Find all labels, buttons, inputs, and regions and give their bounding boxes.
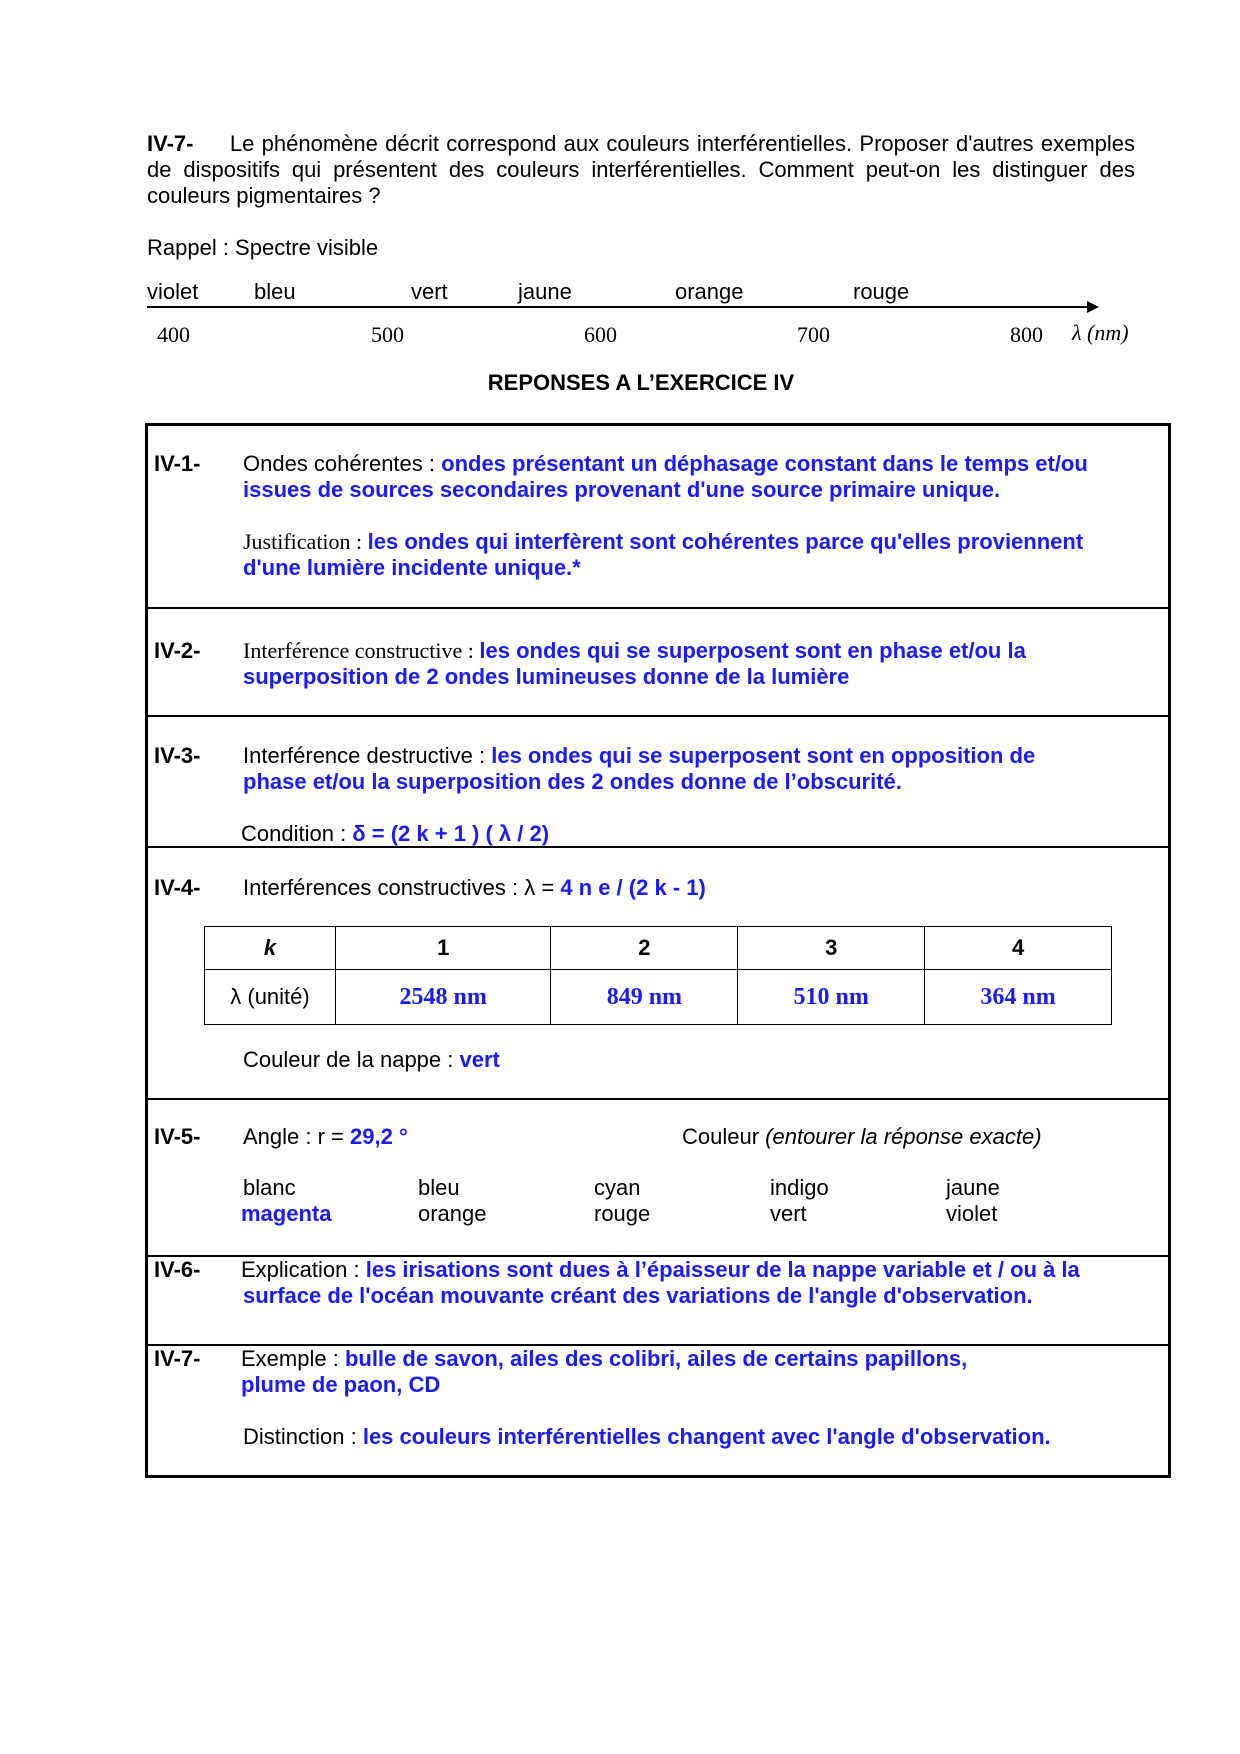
iv4-line: [243, 875, 706, 901]
section-label: IV-5-: [154, 1124, 201, 1149]
section-label: IV-6-: [154, 1257, 201, 1282]
color-option[interactable]: jaune: [946, 1175, 1000, 1200]
lambda-value: 849 nm: [551, 970, 738, 1025]
spectrum-color: violet: [147, 279, 199, 304]
k-value: 1: [336, 927, 551, 970]
divider: [145, 607, 1171, 609]
color-option[interactable]: orange: [418, 1201, 487, 1226]
color-option-selected[interactable]: magenta: [241, 1201, 332, 1226]
divider: [145, 715, 1171, 717]
couleur-hint: (entourer la réponse exacte): [765, 1124, 1042, 1149]
iv3-condition: [241, 821, 549, 847]
section-label: IV-1-: [154, 451, 201, 476]
lambda-value: 2548 nm: [336, 970, 551, 1025]
section-label: IV-3-: [154, 743, 201, 768]
condition-prefix: Condition :: [241, 821, 353, 846]
spectrum-color: orange: [675, 279, 744, 304]
spectrum-color: vert: [411, 279, 448, 304]
spectrum-tick: 700: [797, 322, 830, 347]
color-option[interactable]: bleu: [418, 1175, 460, 1200]
rappel: Rappel : Spectre visible: [147, 235, 379, 260]
iv3-answer: phase et/ou la superposition des 2 ondes donne de l’obscurité.: [243, 769, 902, 794]
spectrum-color: bleu: [254, 279, 296, 304]
question-text: [147, 131, 1135, 209]
justification-answer: les ondes qui interfèrent sont cohérentes parce qu'elles proviennent: [367, 529, 1084, 554]
color-option[interactable]: blanc: [243, 1175, 296, 1200]
iv6-line: [241, 1257, 1080, 1283]
iv2-answer: superposition de 2 ondes lumineuses donne de la lumière: [243, 664, 850, 689]
iv7-distinction: [243, 1424, 1051, 1450]
iv3-line: [243, 743, 1035, 769]
page-heading: REPONSES A L’EXERCICE IV: [487, 370, 795, 395]
color-option[interactable]: indigo: [770, 1175, 829, 1200]
iv7-answer: plume de paon, CD: [241, 1372, 441, 1397]
section-label: IV-4-: [154, 875, 201, 900]
iv3-answer: les ondes qui se superposent sont en opposition de: [491, 743, 1036, 768]
spectrum-unit: λ (nm): [1072, 320, 1129, 345]
wavelength-table: [204, 926, 1112, 1025]
k-value: 4: [925, 927, 1112, 970]
iv1-line: [243, 451, 1088, 477]
section-label: IV-7-: [154, 1346, 201, 1371]
k-value: 2: [551, 927, 738, 970]
iv5-angle: [243, 1124, 408, 1150]
spectrum-tick: 500: [371, 322, 404, 347]
distinction-prefix: Distinction :: [243, 1424, 363, 1449]
color-option[interactable]: cyan: [594, 1175, 641, 1200]
iv6-answer: surface de l'océan mouvante créant des variations de l'angle d'observation.: [243, 1283, 1033, 1308]
spectrum-axis: [147, 306, 1089, 308]
spectrum-tick: 400: [157, 322, 190, 347]
condition-formula: δ = (2 k + 1 ) ( λ / 2): [352, 821, 550, 846]
justification-answer: d'une lumière incidente unique.*: [243, 555, 581, 580]
angle-answer: 29,2 °: [350, 1124, 408, 1149]
color-prefix: Couleur de la nappe :: [243, 1047, 460, 1072]
iv7-line: [241, 1346, 967, 1372]
spectrum-tick: 600: [584, 322, 617, 347]
iv2-answer: les ondes qui se superposent sont en phase et/ou la: [479, 638, 1026, 663]
table-header-k: k: [205, 927, 336, 970]
iv6-answer: les irisations sont dues à l’épaisseur de la nappe variable et / ou à la: [365, 1257, 1080, 1282]
color-option[interactable]: vert: [770, 1201, 807, 1226]
color-option[interactable]: rouge: [594, 1201, 651, 1226]
iv5-couleur: [682, 1124, 1042, 1150]
question-body: Le phénomène décrit correspond aux couleurs interférentielles. Proposer d'autres exemples de dispositifs qui présentent des couleurs interférentielles. Comment peut-on les distinguer des couleurs pigmentaires ?: [147, 131, 1135, 208]
k-value: 3: [738, 927, 925, 970]
iv4-formula: 4 n e / (2 k - 1): [560, 875, 706, 900]
section-label: IV-2-: [154, 638, 201, 663]
lambda-value: 510 nm: [738, 970, 925, 1025]
color-option[interactable]: violet: [946, 1201, 998, 1226]
spectrum-color: rouge: [853, 279, 910, 304]
color-answer: vert: [459, 1047, 500, 1072]
spectrum-color: jaune: [518, 279, 572, 304]
iv1-answer: ondes présentant un déphasage constant dans le temps et/ou: [441, 451, 1088, 476]
iv2-prefix: Interférence constructive :: [243, 638, 480, 663]
question-label: IV-7-: [147, 131, 194, 156]
arrow-icon: [1087, 301, 1099, 313]
iv4-prefix: Interférences constructives : λ =: [243, 875, 561, 900]
iv1-answer: issues de sources secondaires provenant d'une source primaire unique.: [243, 477, 1001, 502]
spectrum-tick: 800: [1010, 322, 1043, 347]
distinction-answer: les couleurs interférentielles changent avec l'angle d'observation.: [362, 1424, 1051, 1449]
iv4-color: [243, 1047, 500, 1073]
iv7-answer: bulle de savon, ailes des colibri, ailes de certains papillons,: [344, 1346, 968, 1371]
justification-prefix: Justification :: [243, 529, 368, 554]
iv2-line: [243, 638, 1026, 664]
angle-prefix: Angle : r =: [243, 1124, 351, 1149]
table-header-lambda: λ (unité): [205, 970, 336, 1025]
iv7-prefix: Exemple :: [241, 1346, 345, 1371]
iv6-prefix: Explication :: [241, 1257, 366, 1282]
divider: [145, 1098, 1171, 1100]
iv1-justification: [243, 529, 1083, 555]
lambda-value: 364 nm: [925, 970, 1112, 1025]
couleur-label: Couleur: [682, 1124, 766, 1149]
iv3-prefix: Interférence destructive :: [243, 743, 492, 768]
iv1-prefix: Ondes cohérentes :: [243, 451, 442, 476]
